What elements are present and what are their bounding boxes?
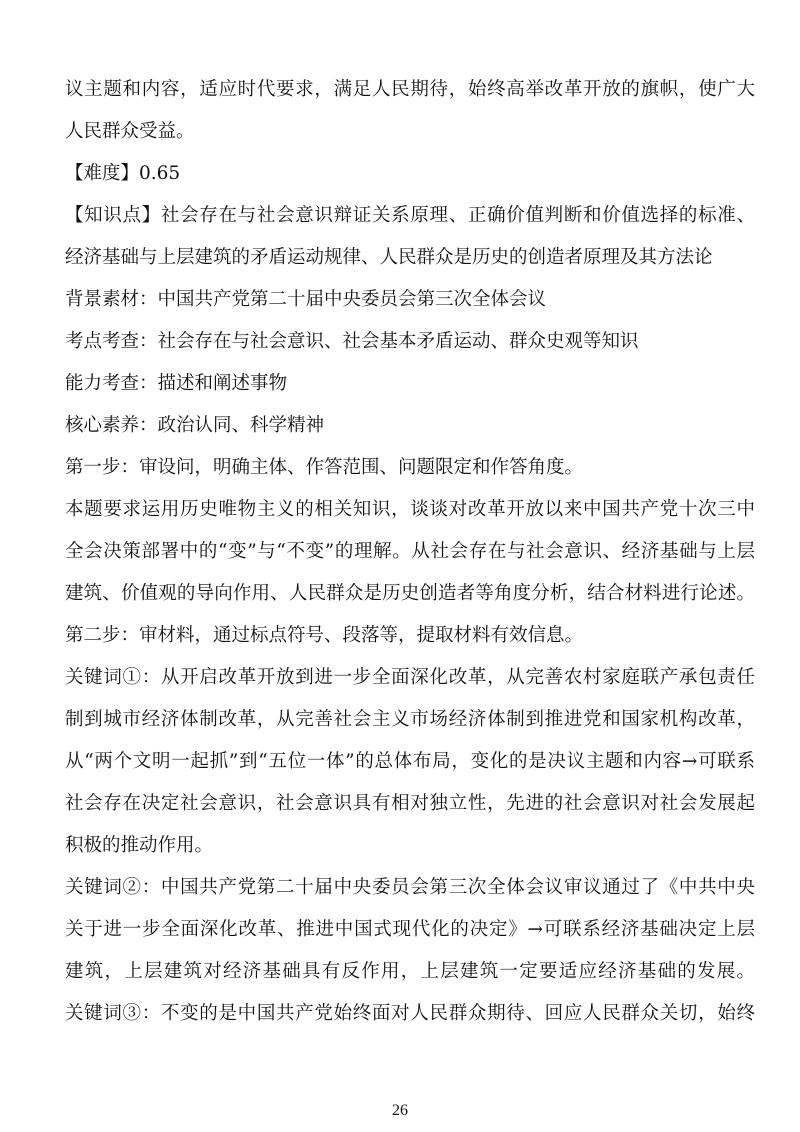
keyword-3-line: 关键词③：不变的是中国共产党始终面对人民群众期待、回应人民群众关切，始终 bbox=[65, 1003, 755, 1024]
text-line: 积极的推动作用。 bbox=[65, 835, 214, 856]
background-material-line: 背景素材：中国共产党第二十届中央委员会第三次全体会议 bbox=[65, 289, 547, 310]
difficulty-line: 【难度】0.65 bbox=[65, 163, 181, 184]
step-one-line: 第一步：审设问，明确主体、作答范围、问题限定和作答角度。 bbox=[65, 457, 584, 478]
text-line: 关于进一步全面深化改革、推进中国式现代化的决定》→可联系经济基础决定上层 bbox=[65, 919, 755, 940]
step-two-line: 第二步：审材料，通过标点符号、段落等，提取材料有效信息。 bbox=[65, 625, 584, 646]
text-line: 本题要求运用历史唯物主义的相关知识，谈谈对改革开放以来中国共产党十次三中 bbox=[65, 499, 755, 520]
core-literacy-line: 核心素养：政治认同、科学精神 bbox=[65, 415, 325, 436]
ability-line: 能力考查：描述和阐述事物 bbox=[65, 373, 288, 394]
exam-point-line: 考点考查：社会存在与社会意识、社会基本矛盾运动、群众史观等知识 bbox=[65, 331, 639, 352]
text-line: 全会决策部署中的“变”与“不变”的理解。从社会存在与社会意识、经济基础与上层 bbox=[65, 541, 755, 562]
text-line: 从“两个文明一起抓”到“五位一体”的总体布局，变化的是决议主题和内容→可联系 bbox=[65, 751, 755, 772]
text-line: 人民群众受益。 bbox=[65, 121, 195, 142]
text-line: 议主题和内容，适应时代要求，满足人民期待，始终高举改革开放的旗帜，使广大 bbox=[65, 79, 755, 100]
keyword-1-line: 关键词①：从开启改革开放到进一步全面深化改革，从完善农村家庭联产承包责任 bbox=[65, 667, 755, 688]
text-line: 制到城市经济体制改革，从完善社会主义市场经济体制到推进党和国家机构改革， bbox=[65, 709, 755, 730]
text-line: 经济基础与上层建筑的矛盾运动规律、人民群众是历史的创造者原理及其方法论 bbox=[65, 247, 713, 268]
text-line: 建筑、价值观的导向作用、人民群众是历史创造者等角度分析，结合材料进行论述。 bbox=[65, 583, 755, 604]
knowledge-point-line: 【知识点】社会存在与社会意识辩证关系原理、正确价值判断和价值选择的标准、 bbox=[65, 205, 755, 226]
page-number: 26 bbox=[392, 1102, 408, 1119]
keyword-2-line: 关键词②：中国共产党第二十届中央委员会第三次全体会议审议通过了《中共中央 bbox=[65, 877, 755, 898]
text-line: 建筑，上层建筑对经济基础具有反作用，上层建筑一定要适应经济基础的发展。 bbox=[65, 961, 755, 982]
text-line: 社会存在决定社会意识，社会意识具有相对独立性，先进的社会意识对社会发展起 bbox=[65, 793, 755, 814]
